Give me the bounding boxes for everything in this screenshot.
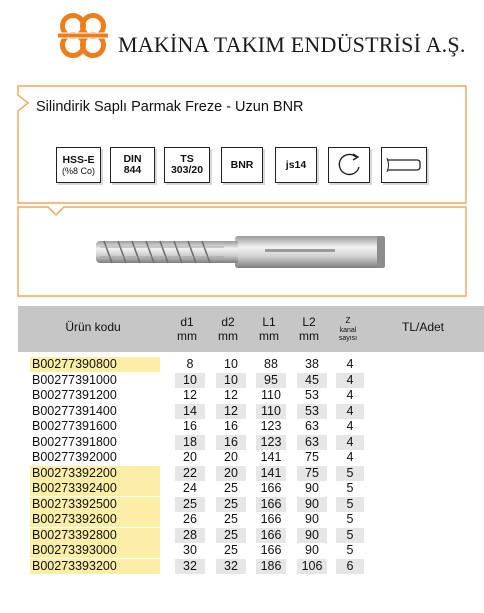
- cell-d2: 25: [224, 481, 238, 495]
- table-row: [0, 357, 484, 373]
- material-box: [56, 147, 101, 183]
- company-name: MAKİNA TAKIM ENDÜSTRİSİ A.Ş.: [118, 32, 466, 57]
- cell-d1: 30: [183, 543, 197, 557]
- ts-label: TS: [180, 153, 194, 165]
- product-code: B00273393200: [30, 559, 160, 574]
- rotation-icon: [334, 151, 364, 179]
- cell-d2: 16: [216, 435, 246, 450]
- tolerance-label: js14: [285, 158, 307, 171]
- din-label: DIN: [123, 153, 142, 165]
- cell-d2: 12: [216, 404, 246, 419]
- column-header-z-mid: kanal: [339, 327, 357, 334]
- cell-z: 4: [336, 435, 364, 450]
- cell-z: 5: [336, 528, 364, 543]
- cell-l2: 53: [297, 404, 327, 419]
- end-mill-image: [90, 228, 390, 276]
- product-code: B00273392600: [30, 512, 160, 527]
- cell-d2: 32: [216, 559, 246, 574]
- cell-d2: 25: [216, 528, 246, 543]
- bnr-label: BNR: [230, 158, 254, 171]
- product-code: B00277390800: [30, 357, 160, 372]
- material-label: HSS-E: [62, 153, 95, 166]
- product-code: B00277391200: [32, 388, 117, 402]
- cell-l1: 123: [260, 419, 282, 433]
- cell-z: 5: [336, 466, 364, 481]
- cell-d1: 16: [183, 419, 197, 433]
- table-row: [0, 481, 484, 497]
- cell-l1: 166: [260, 543, 282, 557]
- product-code: B00277391400: [32, 403, 117, 418]
- cell-l1: 88: [264, 357, 278, 371]
- cell-l2: 90: [305, 512, 319, 526]
- table-row: [0, 388, 484, 404]
- table-row: [0, 435, 484, 451]
- cell-l2: 90: [305, 481, 319, 495]
- column-header-l1-unit: mm: [259, 329, 279, 343]
- product-code: B00273392800: [30, 528, 160, 543]
- table-row: [0, 404, 484, 420]
- cell-d2: 20: [224, 450, 238, 464]
- product-code: B00273392400: [30, 481, 160, 496]
- cell-l1: 141: [260, 450, 282, 464]
- cell-d1: 28: [175, 528, 205, 543]
- cell-d1: 25: [175, 497, 205, 512]
- cell-z: 5: [336, 497, 364, 512]
- cell-d2: 10: [224, 357, 238, 371]
- product-code: B00273393000: [30, 543, 160, 558]
- cell-d1: 8: [186, 357, 194, 371]
- cell-l2: 90: [305, 543, 319, 557]
- table-row: [0, 373, 484, 389]
- cell-l2: 63: [305, 419, 319, 433]
- cell-l1: 110: [256, 404, 286, 419]
- cell-l1: 186: [256, 559, 286, 574]
- product-title: Silindirik Saplı Parmak Freze - Uzun BNR: [36, 99, 304, 115]
- column-header-d2-unit: mm: [218, 329, 238, 343]
- cell-l2: 63: [297, 435, 327, 450]
- product-code: B00277391600: [32, 419, 117, 433]
- din-standard-box: [110, 147, 155, 183]
- cell-l2: 53: [305, 388, 319, 402]
- cell-l1: 141: [256, 466, 286, 481]
- ts-number: 303/20: [170, 164, 204, 176]
- cell-z: 4: [336, 404, 364, 419]
- column-header-z-unit: sayısı: [338, 335, 358, 342]
- cell-d2: 16: [224, 419, 238, 433]
- cell-z: 5: [346, 512, 354, 526]
- cell-z: 4: [346, 357, 354, 371]
- product-code: B00273392500: [30, 497, 160, 512]
- tolerance-box: [275, 147, 317, 183]
- cell-z: 4: [346, 450, 354, 464]
- cell-l2: 45: [297, 373, 327, 388]
- product-code: B00277392000: [32, 450, 117, 464]
- cell-d1: 32: [175, 559, 205, 574]
- product-code: B00273392200: [30, 466, 160, 481]
- product-code: B00277391800: [32, 434, 117, 449]
- table-row: [0, 497, 484, 513]
- cell-l1: 166: [260, 512, 282, 526]
- cell-l1: 95: [256, 373, 286, 388]
- cell-l1: 166: [256, 497, 286, 512]
- cell-d2: 12: [224, 388, 238, 402]
- cell-l2: 38: [305, 357, 319, 371]
- table-row: [0, 450, 484, 466]
- cell-z: 5: [346, 481, 354, 495]
- column-header-d1-unit: mm: [177, 329, 197, 343]
- rotation-box: [328, 147, 370, 183]
- shank-type-box: [381, 147, 427, 183]
- table-row: [0, 543, 484, 559]
- column-header-d2: d2: [221, 315, 235, 329]
- cell-z: 5: [346, 543, 354, 557]
- cell-l1: 110: [261, 388, 281, 402]
- column-header-d1: d1: [180, 315, 194, 329]
- cylindrical-shank-icon: [384, 151, 424, 179]
- cell-d2: 25: [216, 497, 246, 512]
- cell-d2: 20: [216, 466, 246, 481]
- column-header-z: Z: [345, 316, 351, 325]
- cell-l2: 90: [297, 497, 327, 512]
- cell-d1: 10: [175, 373, 205, 388]
- column-header-code: Ürün kodu: [65, 320, 121, 334]
- cell-z: 4: [346, 419, 354, 433]
- cell-d1: 26: [183, 512, 197, 526]
- table-row: [0, 528, 484, 544]
- cell-d1: 14: [175, 404, 205, 419]
- cell-d1: 18: [175, 435, 205, 450]
- cell-l2: 75: [297, 466, 327, 481]
- table-row: [0, 466, 484, 482]
- cell-l1: 123: [256, 435, 286, 450]
- din-number: 844: [123, 164, 142, 176]
- column-header-l1: L1: [262, 315, 276, 329]
- cell-z: 6: [336, 559, 364, 574]
- ts-standard-box: [164, 147, 210, 183]
- bnr-type-box: [221, 147, 263, 183]
- cell-d2: 25: [224, 512, 238, 526]
- cell-z: 4: [346, 388, 354, 402]
- cell-d1: 24: [183, 481, 197, 495]
- table-row: [0, 512, 484, 528]
- cell-l2: 106: [297, 559, 327, 574]
- cell-d2: 25: [224, 543, 238, 557]
- table-row: [0, 419, 484, 435]
- product-code: B00277391000: [32, 372, 117, 387]
- cell-l2: 90: [297, 528, 327, 543]
- column-header-l2: L2: [302, 315, 316, 329]
- column-header-l2-unit: mm: [299, 329, 319, 343]
- cell-d1: 12: [183, 388, 197, 402]
- cell-z: 4: [336, 373, 364, 388]
- cell-d1: 22: [175, 466, 205, 481]
- column-header-price: TL/Adet: [401, 320, 445, 334]
- cell-l2: 75: [305, 450, 319, 464]
- cell-d1: 20: [183, 450, 197, 464]
- material-detail: (%8 Co): [61, 165, 95, 176]
- table-row: [0, 559, 484, 575]
- cell-l1: 166: [260, 481, 282, 495]
- cell-d2: 10: [216, 373, 246, 388]
- cell-l1: 166: [256, 528, 286, 543]
